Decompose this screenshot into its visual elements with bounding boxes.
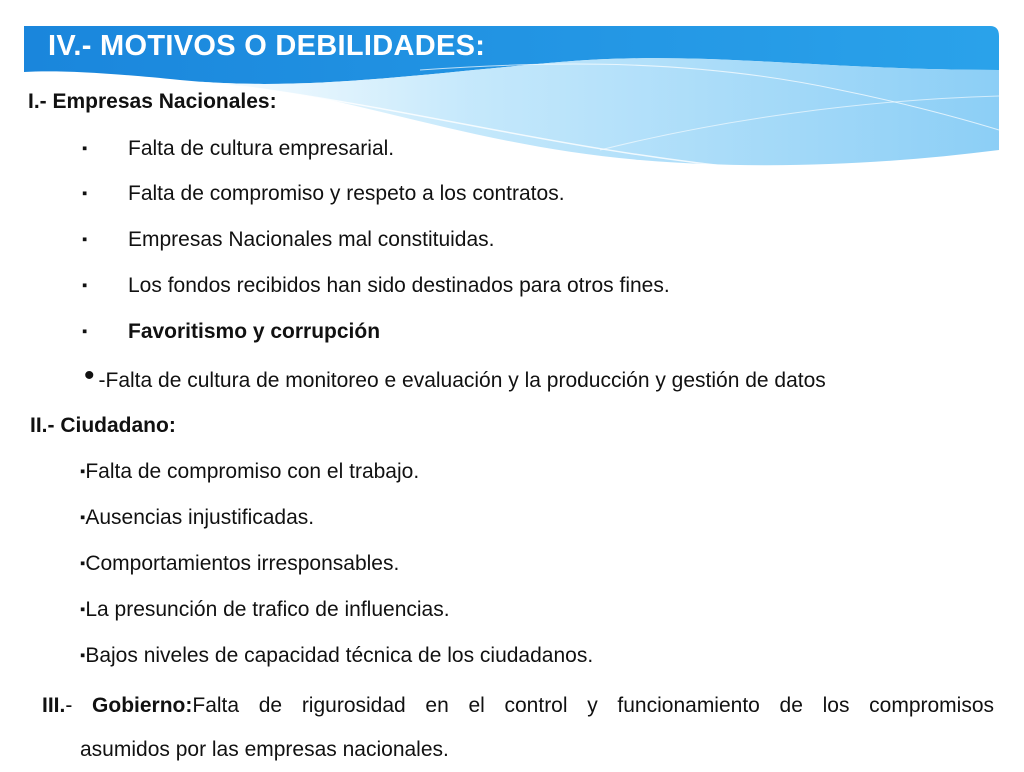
square-bullet-icon: ▪ xyxy=(80,463,86,480)
section3-line-1: III.- Gobierno:Falta de rigurosidad en el control y funcionamiento de los compromisos xyxy=(42,694,995,717)
slide-title: IV.- MOTIVOS O DEBILIDADES: xyxy=(48,30,486,62)
square-bullet-icon: ▪ xyxy=(80,601,86,618)
section3-heading: Gobierno: xyxy=(92,694,193,717)
section1-list-item: ▪ Empresas Nacionales mal constituidas. xyxy=(82,228,495,251)
section3-label: III. xyxy=(42,694,66,717)
square-bullet-icon: ▪ xyxy=(80,555,86,572)
section2-list-item: ▪Ausencias injustificadas. xyxy=(80,506,315,529)
section2-heading: II.- Ciudadano: xyxy=(30,414,176,437)
section2-list-item: ▪Comportamientos irresponsables. xyxy=(80,552,400,575)
square-bullet-icon: ▪ xyxy=(82,277,88,294)
section3-line-2: asumidos por las empresas nacionales. xyxy=(80,738,449,761)
square-bullet-icon: ▪ xyxy=(82,231,88,248)
section1-list-item: ▪ Los fondos recibidos han sido destinados para otros fines. xyxy=(82,274,670,297)
section1-list-item: ▪ Falta de cultura empresarial. xyxy=(82,137,395,160)
square-bullet-icon: ▪ xyxy=(82,323,88,340)
square-bullet-icon: ▪ xyxy=(82,185,88,202)
square-bullet-icon: ▪ xyxy=(82,140,88,157)
section2-list-item: ▪Falta de compromiso con el trabajo. xyxy=(80,460,420,483)
section1-list-item: ▪ Falta de compromiso y respeto a los contratos. xyxy=(82,182,565,205)
section1-list-item-emphasis: ▪ Favoritismo y corrupción xyxy=(82,320,381,343)
section1-heading: I.- Empresas Nacionales: xyxy=(28,90,277,113)
square-bullet-icon: ▪ xyxy=(80,647,86,664)
square-bullet-icon: ▪ xyxy=(80,509,86,526)
section1-extra-item: • -Falta de cultura de monitoreo e evaluación y la producción y gestión de datos xyxy=(84,359,826,392)
section2-list-item: ▪Bajos niveles de capacidad técnica de los ciudadanos. xyxy=(80,644,594,667)
section2-list-item: ▪La presunción de trafico de influencias. xyxy=(80,598,450,621)
section3-paragraph xyxy=(42,684,994,772)
